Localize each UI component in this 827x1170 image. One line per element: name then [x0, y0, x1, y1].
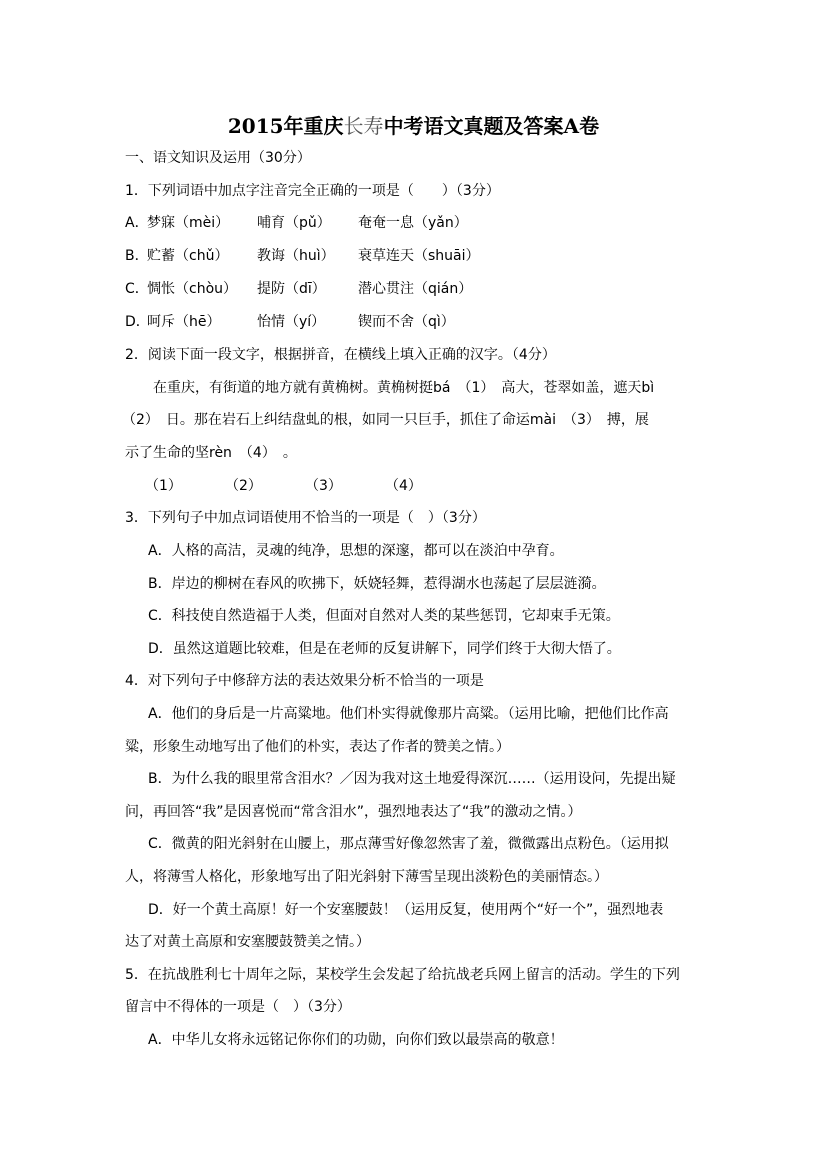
q1-option-item: 贮蓄（chǔ） — [147, 248, 229, 264]
q3-option-c: C．科技使自然造福于人类，但面对自然对人类的某些惩罚，它却束手无策。 — [148, 608, 620, 624]
q4-option-d: D．好一个黄土高原！好一个安塞腰鼓！（运用反复，使用两个“好一个”，强烈地表 — [148, 902, 664, 918]
q4-option-a-cont: 粱，形象生动地写出了他们的朴实，表达了作者的赞美之情。） — [125, 739, 510, 755]
q1-option-label: B． — [125, 248, 149, 264]
q3-option-b: B．岸边的柳树在春风的吹拂下，妖娆轻舞，惹得湖水也荡起了层层涟漪。 — [148, 576, 606, 592]
title-part-1: 2015年重庆 — [227, 114, 344, 138]
q2-passage-line: （2） 日。那在岩石上纠结盘虬的根，如同一只巨手，抓住了命运mài （3） 搏，展 — [122, 412, 649, 428]
q1-option-item: 哺育（pǔ） — [257, 215, 331, 231]
q3-option-d: D．虽然这道题比较难，但是在老师的反复讲解下，同学们终于大彻大悟了。 — [148, 641, 621, 657]
q2-blank-label: （3） — [305, 478, 342, 494]
q4-option-b-cont: 问，再回答“我”是因喜悦而“常含泪水”，强烈地表达了“我”的激动之情。） — [125, 804, 582, 820]
q5-stem-cont: 留言中不得体的一项是（ ）（3分） — [125, 999, 351, 1015]
q4-option-c-cont: 人，将薄雪人格化，形象地写出了阳光斜射下薄雪呈现出淡粉色的美丽情态。） — [125, 869, 608, 885]
q1-option-item: 怡情（yí） — [257, 314, 326, 330]
page-title — [0, 110, 827, 139]
q4-option-b: B．为什么我的眼里常含泪水？／因为我对这土地爱得深沉……（运用设问，先提出疑 — [148, 771, 676, 787]
q1-option-item: 潜心贯注（qián） — [358, 281, 473, 297]
q3-option-a: A．人格的高洁，灵魂的纯净，思想的深邃，都可以在淡泊中孕育。 — [148, 543, 564, 559]
q1-option-label: A． — [125, 215, 149, 231]
q1-option-item: 教诲（huì） — [257, 248, 335, 264]
title-part-3: 中考语文真题及答案A卷 — [383, 114, 600, 138]
q1-option-item: 呵斥（hē） — [147, 314, 221, 330]
q1-option-label: D． — [125, 314, 150, 330]
q4-stem: 4．对下列句子中修辞方法的表达效果分析不恰当的一项是 — [125, 673, 484, 689]
q1-option-item: 梦寐（mèi） — [147, 215, 230, 231]
q1-option-item: 奄奄一息（yǎn） — [358, 215, 468, 231]
q4-option-a: A．他们的身后是一片高粱地。他们朴实得就像那片高粱。（运用比喻，把他们比作高 — [148, 706, 669, 722]
q5-option-a: A．中华儿女将永远铭记你你们的功勋，向你们致以最崇高的敬意！ — [148, 1032, 564, 1048]
q1-option-label: C． — [125, 281, 149, 297]
q1-option-item: 提防（dī） — [257, 281, 326, 297]
q4-option-d-cont: 达了对黄土高原和安塞腰鼓赞美之情。） — [125, 934, 370, 950]
title-part-2: 长寿 — [343, 114, 384, 138]
q5-stem: 5．在抗战胜利七十周年之际，某校学生会发起了给抗战老兵网上留言的活动。学生的下列 — [125, 967, 680, 983]
q2-blank-label: （4） — [385, 478, 422, 494]
q2-stem: 2．阅读下面一段文字，根据拼音，在横线上填入正确的汉字。（4分） — [125, 347, 556, 363]
q1-option-item: 锲而不舍（qì） — [358, 314, 455, 330]
q1-option-item: 惆怅（chòu） — [147, 281, 238, 297]
q2-blank-label: （2） — [225, 478, 262, 494]
q1-stem: 1．下列词语中加点字注音完全正确的一项是（ ）（3分） — [125, 183, 500, 199]
section-heading: 一、语文知识及运用（30分） — [125, 150, 311, 166]
q2-passage-line: 示了生命的坚rèn （4） 。 — [125, 445, 297, 461]
q4-option-c: C．微黄的阳光斜射在山腰上，那点薄雪好像忽然害了羞，微微露出点粉色。（运用拟 — [148, 836, 669, 852]
q2-blank-label: （1） — [145, 478, 182, 494]
q3-stem: 3．下列句子中加点词语使用不恰当的一项是（ ）（3分） — [125, 510, 486, 526]
q2-passage-line: 在重庆，有街道的地方就有黄桷树。黄桷树挺bá （1） 高大，苍翠如盖，遮天bì — [153, 380, 655, 396]
q1-option-item: 衰草连天（shuāi） — [358, 248, 480, 264]
